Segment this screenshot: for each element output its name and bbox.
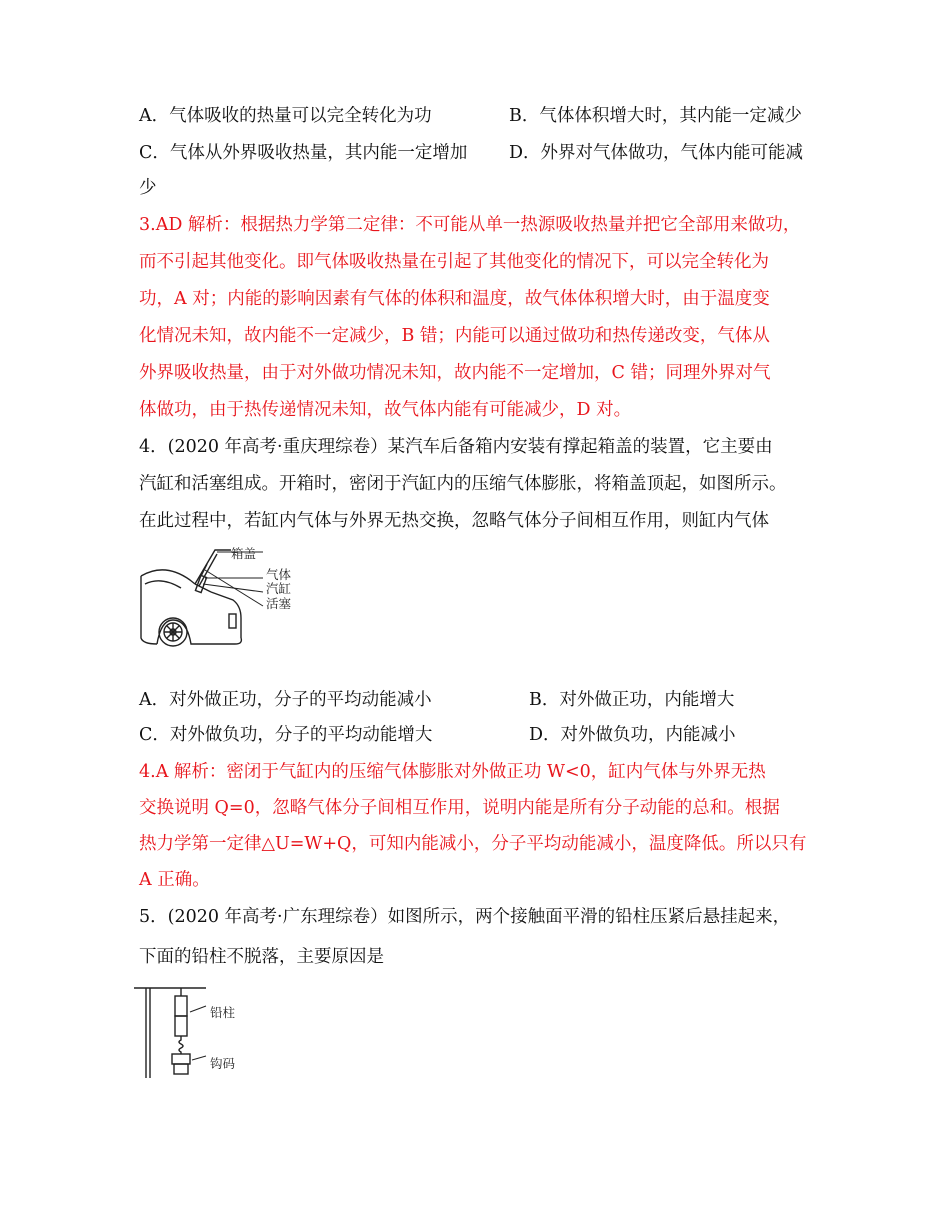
question-5-line-2: 下面的铅柱不脱落，主要原因是 xyxy=(139,947,384,967)
q2-option-c: C．气体从外界吸收热量，其内能一定增加 xyxy=(139,143,468,163)
question-4-line-2: 汽缸和活塞组成。开箱时，密闭于汽缸内的压缩气体膨胀，将箱盖顶起，如图所示。 xyxy=(139,474,787,494)
q4-option-c: C．对外做负功，分子的平均动能增大 xyxy=(139,725,433,745)
figure-label-gas: 气体 xyxy=(266,567,292,582)
car-trunk-figure xyxy=(135,540,315,665)
answer-3-line-2: 而不引起其他变化。即气体吸收热量在引起了其他变化的情况下，可以完全转化为 xyxy=(139,252,769,272)
figure-label-weight: 钩码 xyxy=(210,1056,236,1071)
question-5-line-1: 5．(2020 年高考·广东理综卷）如图所示，两个接触面平滑的铅柱压紧后悬挂起来， xyxy=(139,907,791,927)
q2-option-d-continued: 少 xyxy=(139,178,157,198)
answer-4-line-2: 交换说明 Q=0，忽略气体分子间相互作用，说明内能是所有分子动能的总和。根据 xyxy=(139,798,780,818)
lead-cylinder-illustration xyxy=(130,982,260,1082)
q4-option-b: B．对外做正功，内能增大 xyxy=(529,690,735,710)
answer-3-line-1: 3.AD 解析：根据热力学第二定律：不可能从单一热源吸收热量并把它全部用来做功， xyxy=(139,215,801,235)
answer-4-line-4: A 正确。 xyxy=(139,870,210,890)
q2-option-b: B．气体体积增大时，其内能一定减少 xyxy=(509,106,802,126)
answer-4-line-3: 热力学第一定律△U=W+Q，可知内能减小，分子平均动能减小，温度降低。所以只有 xyxy=(139,834,807,854)
q4-option-d: D．对外做负功，内能减小 xyxy=(529,725,736,745)
figure-label-cylinder: 汽缸 xyxy=(266,581,292,596)
answer-3-line-6: 体做功，由于热传递情况未知，故气体内能有可能减少，D 对。 xyxy=(139,400,632,420)
answer-3-line-5: 外界吸收热量，由于对外做功情况未知，故内能不一定增加，C 错；同理外界对气 xyxy=(139,363,771,383)
question-4-line-3: 在此过程中，若缸内气体与外界无热交换，忽略气体分子间相互作用，则缸内气体 xyxy=(139,511,769,531)
q4-option-a: A．对外做正功，分子的平均动能减小 xyxy=(139,690,432,710)
q2-option-a: A．气体吸收的热量可以完全转化为功 xyxy=(139,106,432,126)
figure-label-piston: 活塞 xyxy=(266,596,292,611)
lead-cylinder-figure xyxy=(130,982,260,1082)
q2-option-d: D．外界对气体做功，气体内能可能减 xyxy=(509,143,804,163)
answer-3-line-4: 化情况未知，故内能不一定减少，B 错；内能可以通过做功和热传递改变，气体从 xyxy=(139,326,770,346)
answer-3-line-3: 功，A 对；内能的影响因素有气体的体积和温度，故气体体积增大时，由于温度变 xyxy=(139,289,770,309)
figure-label-lead-cylinder: 铅柱 xyxy=(210,1005,236,1020)
figure-label-lid: 箱盖 xyxy=(231,546,257,561)
question-4-line-1: 4．(2020 年高考·重庆理综卷）某汽车后备箱内安装有撑起箱盖的装置，它主要由 xyxy=(139,437,773,457)
answer-4-line-1: 4.A 解析：密闭于气缸内的压缩气体膨胀对外做正功 W<0，缸内气体与外界无热 xyxy=(139,762,766,782)
